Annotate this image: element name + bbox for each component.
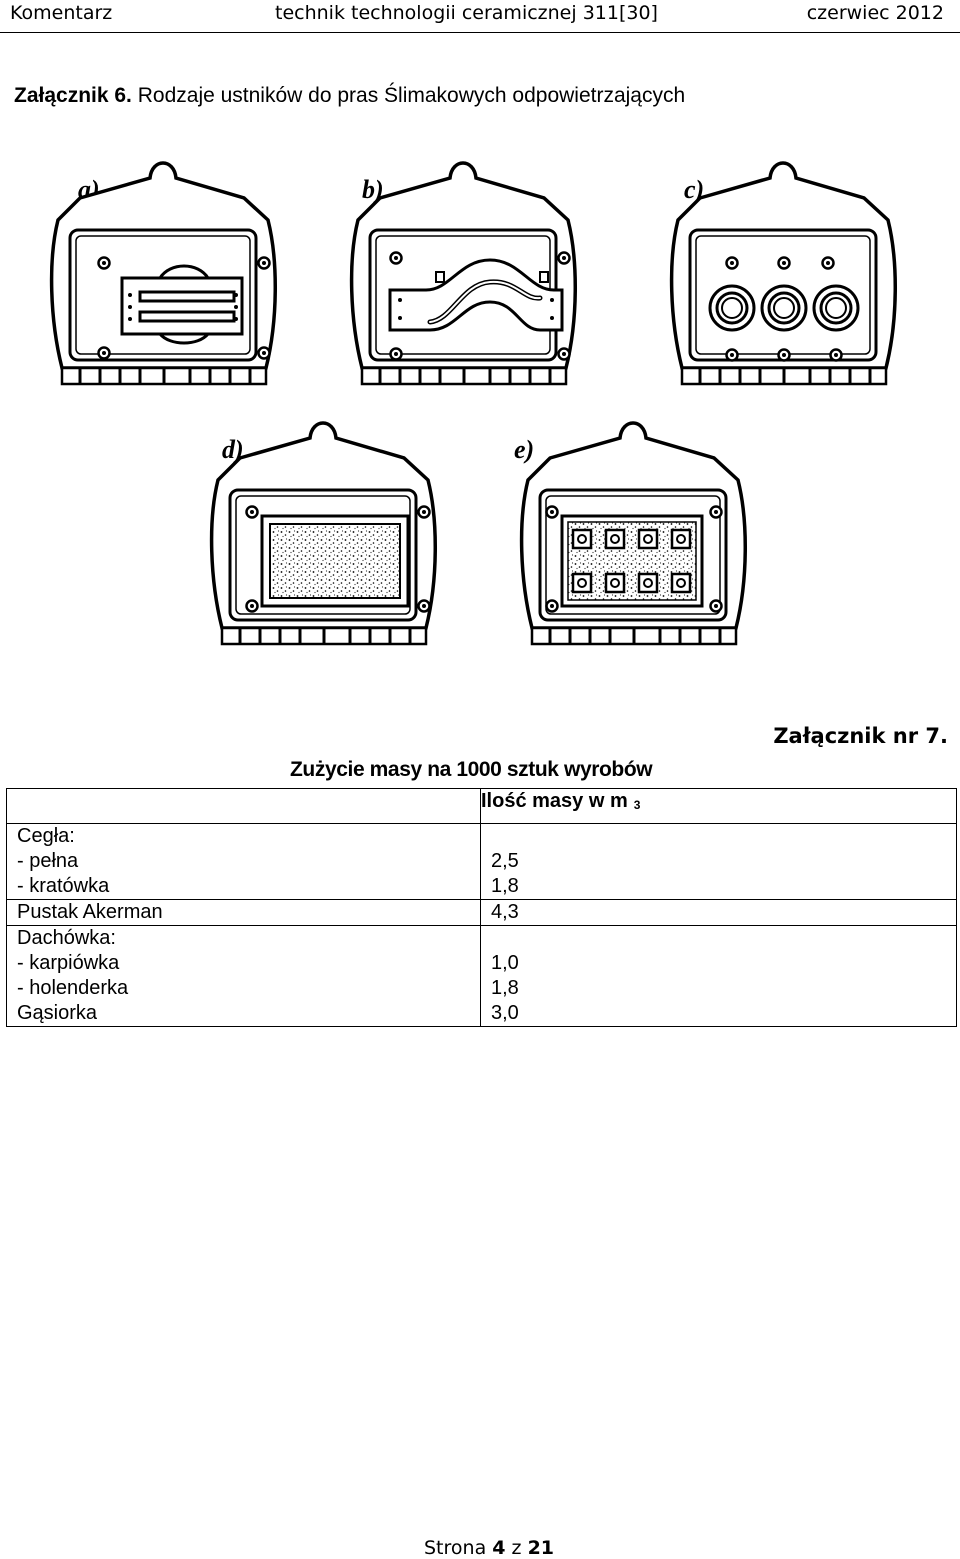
die-d-illustration	[212, 423, 436, 644]
die-d-label: d)	[222, 435, 244, 464]
header-right: czerwiec 2012	[806, 2, 944, 24]
die-e-label: e)	[514, 435, 535, 464]
group-name: Pustak Akerman	[7, 900, 481, 926]
table-header-row	[7, 789, 957, 824]
column-header	[481, 789, 957, 824]
item-label: - kratówka	[17, 875, 110, 897]
item-label: - karpiówka	[17, 952, 120, 974]
attachment-6-label: Załącznik 6.	[14, 84, 132, 107]
die-c-label: c)	[684, 175, 705, 204]
item-value: 4,3	[481, 900, 957, 926]
attachment-6-heading	[14, 84, 685, 108]
column-header-text: Ilość masy w m	[481, 790, 628, 812]
footer-separator: z	[511, 1537, 522, 1559]
mass-usage-table	[6, 788, 957, 1027]
item-value: 3,0	[491, 1002, 519, 1024]
die-a-label: a)	[78, 175, 100, 204]
dachowka-values	[481, 926, 957, 1027]
table-title: Zużycie masy na 1000 sztuk wyrobów	[290, 758, 653, 781]
footer-prefix: Strona	[424, 1537, 487, 1559]
item-value: 1,8	[491, 977, 519, 999]
attachment-6-title: Rodzaje ustników do pras Ślimakowych odpowietrzających	[137, 84, 686, 107]
header-empty-cell	[7, 789, 481, 824]
die-e-illustration	[514, 423, 745, 644]
item-label: - pełna	[17, 850, 79, 872]
item-value: 1,0	[491, 952, 519, 974]
die-a-illustration	[52, 163, 276, 384]
item-value: 2,5	[491, 850, 519, 872]
dachowka-labels	[7, 926, 481, 1027]
die-c-illustration	[672, 163, 896, 384]
item-value: 1,8	[491, 875, 519, 897]
table-row	[7, 926, 957, 1027]
item-label: Gąsiorka	[17, 1002, 98, 1024]
attachment-7-label: Załącznik nr 7.	[773, 724, 948, 748]
column-header-unit-sup: 3	[633, 798, 641, 812]
footer-page-number: 4	[492, 1537, 506, 1559]
footer-total-pages: 21	[527, 1537, 555, 1559]
group-name: Dachówka:	[17, 927, 116, 949]
table-row	[7, 900, 957, 926]
die-b-label: b)	[362, 175, 384, 204]
header-center: technik technologii ceramicznej 311[30]	[275, 2, 658, 24]
header-divider	[0, 32, 960, 33]
cegla-values	[481, 824, 957, 900]
cegla-labels	[7, 824, 481, 900]
header-left: Komentarz	[10, 2, 113, 24]
die-b-illustration	[352, 163, 576, 384]
group-name: Cegła:	[17, 825, 75, 847]
die-illustrations	[0, 150, 960, 660]
table-row	[7, 824, 957, 900]
item-label: - holenderka	[17, 977, 129, 999]
page-footer	[424, 1537, 554, 1559]
